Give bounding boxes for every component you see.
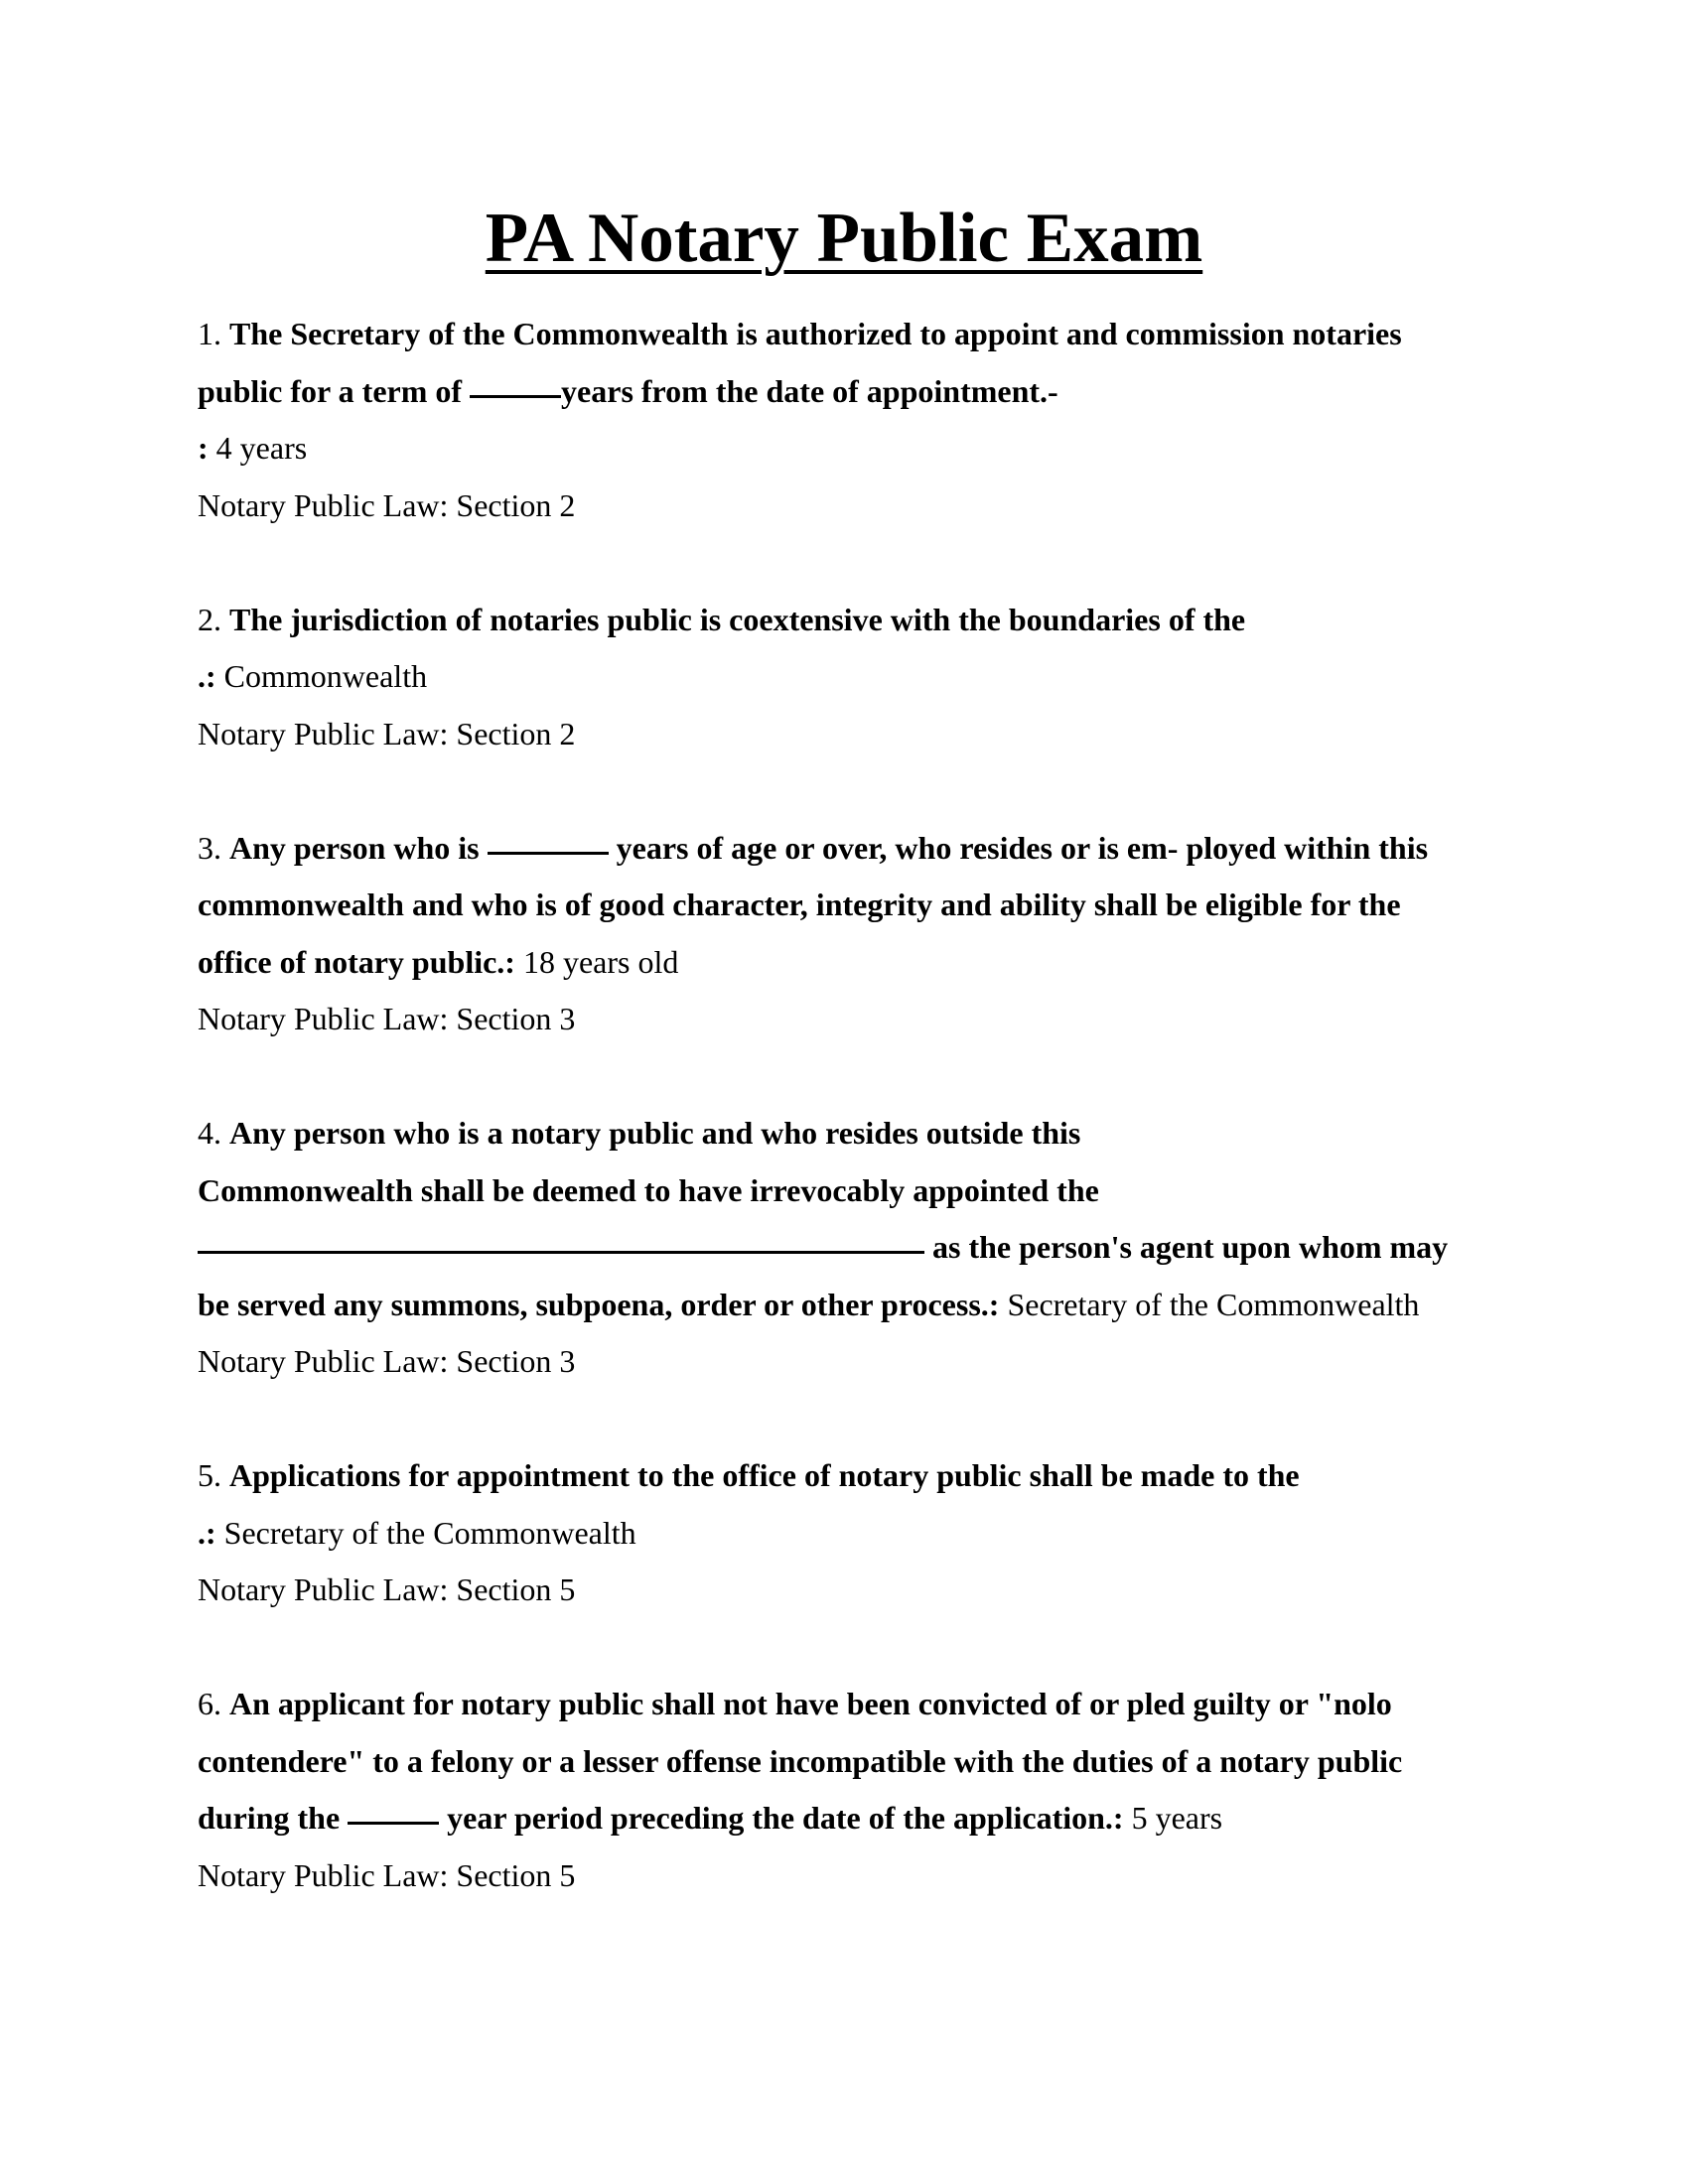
question-text: office of notary public.:	[198, 943, 515, 980]
question-line	[198, 1162, 1508, 1220]
answer-blank	[470, 395, 561, 398]
answer-text: Commonwealth	[223, 658, 428, 694]
law-reference: Notary Public Law: Section 2	[198, 486, 576, 523]
question-text: be served any summons, subpoena, order or other process.:	[198, 1286, 1000, 1322]
question-number: 5.	[198, 1457, 221, 1493]
answer-text: Secretary of the Commonwealth	[223, 1514, 636, 1551]
question-item	[198, 1676, 1508, 1904]
law-reference: Notary Public Law: Section 5	[198, 1856, 576, 1893]
question-line	[198, 306, 1508, 363]
question-text: The Secretary of the Commonwealth is authorized to appoint and commission notaries	[229, 316, 1402, 351]
question-line	[198, 1219, 1508, 1277]
answer-text: 4 years	[215, 430, 308, 466]
question-text: years from the date of appointment.-	[561, 372, 1058, 409]
question-line	[198, 877, 1508, 934]
answer-prefix: .:	[198, 658, 216, 694]
question-text: Commonwealth shall be deemed to have irrevocably appointed the	[198, 1171, 1099, 1208]
question-text: public for a term of	[198, 372, 471, 409]
question-text: years of age or over, who resides or is em- ployed within this	[608, 829, 1429, 866]
question-item	[198, 306, 1508, 534]
question-item	[198, 820, 1508, 1048]
question-number: 1.	[198, 316, 221, 351]
answer-line	[198, 1505, 1508, 1563]
question-text: An applicant for notary public shall not have been convicted of or pled guilty or "nolo	[229, 1686, 1392, 1721]
question-item	[198, 1447, 1508, 1619]
answer-text: 5 years	[1131, 1800, 1223, 1836]
question-text: during the	[198, 1800, 349, 1836]
question-item	[198, 1105, 1508, 1391]
question-line	[198, 1447, 1508, 1505]
law-reference: Notary Public Law: Section 3	[198, 1343, 576, 1379]
question-line	[198, 1277, 1508, 1334]
question-number: 2.	[198, 601, 221, 637]
question-text: Any person who is	[229, 829, 488, 866]
question-line	[198, 1790, 1508, 1847]
question-number: 4.	[198, 1115, 221, 1151]
question-line	[198, 1676, 1508, 1733]
question-text: Any person who is a notary public and who resides outside this	[229, 1115, 1081, 1151]
question-list	[198, 306, 1508, 1962]
answer-line	[198, 648, 1508, 706]
question-text: Applications for appointment to the office of notary public shall be made to the	[229, 1457, 1300, 1493]
answer-prefix: .:	[198, 1514, 216, 1551]
answer-blank	[488, 852, 609, 855]
answer-prefix: :	[198, 430, 209, 466]
law-reference: Notary Public Law: Section 5	[198, 1571, 576, 1607]
question-line	[198, 1105, 1508, 1162]
answer-text: Secretary of the Commonwealth	[1007, 1286, 1420, 1322]
question-line	[198, 934, 1508, 992]
law-reference: Notary Public Law: Section 2	[198, 715, 576, 751]
question-number: 6.	[198, 1686, 221, 1721]
answer-text: 18 years old	[522, 943, 679, 980]
question-line	[198, 363, 1508, 421]
question-line	[198, 592, 1508, 649]
question-text: contendere" to a felony or a lesser offense incompatible with the duties of a notary public	[198, 1742, 1403, 1779]
question-number: 3.	[198, 829, 221, 866]
question-line	[198, 1733, 1508, 1791]
question-line	[198, 820, 1508, 878]
question-text: commonwealth and who is of good character, integrity and ability shall be eligible for the	[198, 887, 1401, 922]
question-item	[198, 592, 1508, 763]
law-reference: Notary Public Law: Section 3	[198, 1001, 576, 1036]
answer-blank	[348, 1822, 439, 1825]
question-text: The jurisdiction of notaries public is coextensive with the boundaries of the	[229, 601, 1246, 637]
answer-line	[198, 420, 1508, 478]
question-text: year period preceding the date of the application.:	[439, 1800, 1124, 1836]
answer-blank	[198, 1251, 924, 1254]
page-title: PA Notary Public Exam	[485, 200, 1203, 277]
question-text: as the person's agent upon whom may	[924, 1229, 1449, 1265]
